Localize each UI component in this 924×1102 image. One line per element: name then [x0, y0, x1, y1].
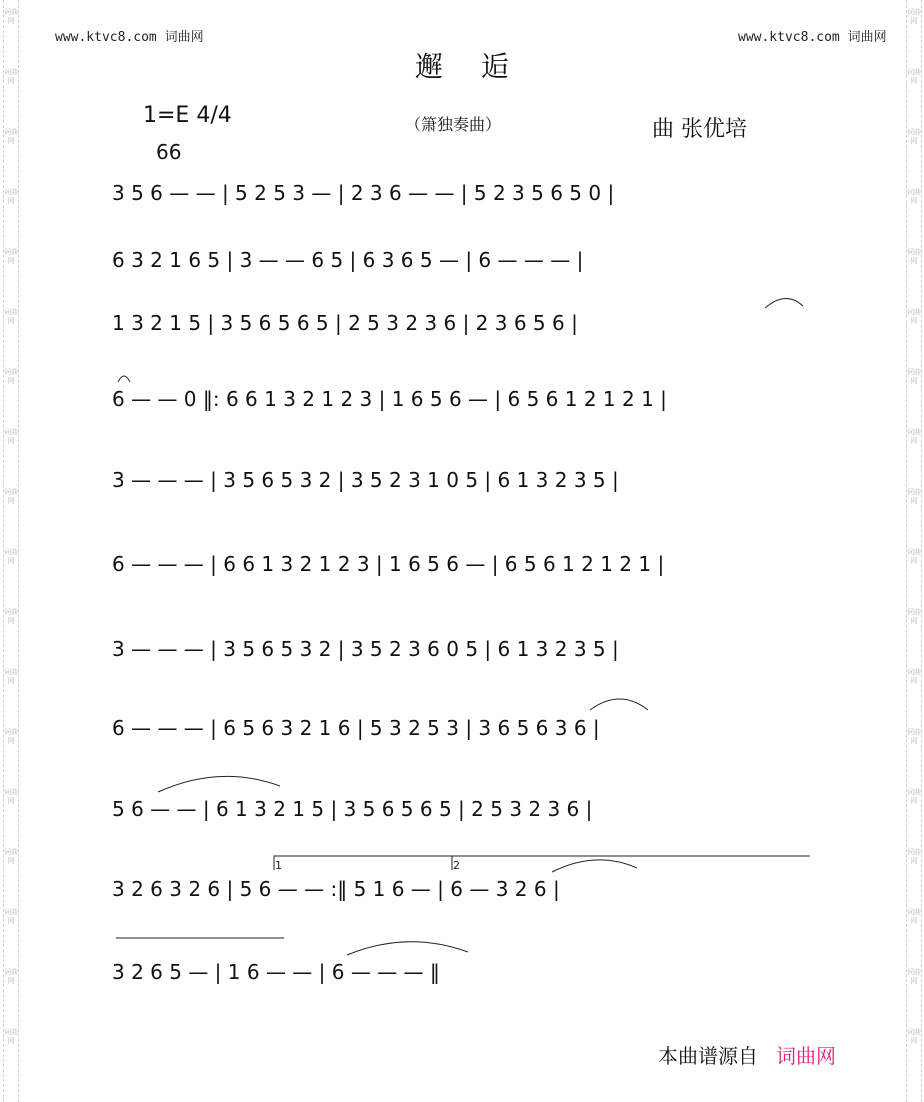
- watermark-text: 词曲网: [907, 368, 921, 385]
- watermark-text: 词曲网: [4, 548, 18, 565]
- source-label: 本曲谱源自: [658, 1044, 758, 1068]
- slur: [590, 699, 648, 710]
- watermark-text: 词曲网: [907, 8, 921, 25]
- watermark-text: 词曲网: [4, 908, 18, 925]
- site-name-right: 词曲网: [847, 30, 887, 45]
- volta-bracket-line: [274, 856, 810, 870]
- watermark-text: 词曲网: [4, 188, 18, 205]
- watermark-text: 词曲网: [907, 728, 921, 745]
- watermark-text: 词曲网: [4, 428, 18, 445]
- site-url-right-text: www.ktvc8.com: [738, 30, 840, 45]
- watermark-text: 词曲网: [907, 668, 921, 685]
- score-row: 3 — — — | 3 5 6 5 3 2 | 3 5 2 3 1 0 5 | 6 1 3 2 3 5 |: [112, 468, 619, 492]
- site-url-left-text: www.ktvc8.com: [55, 30, 157, 45]
- tempo-marking: 66: [156, 140, 182, 164]
- song-title: 邂逅: [414, 50, 547, 83]
- slur: [765, 298, 803, 308]
- source-brand-link[interactable]: 词曲网: [776, 1044, 836, 1068]
- song-subtitle: （箫独奏曲）: [405, 115, 502, 134]
- score-row: 5 6 — — | 6 1 3 2 1 5 | 3 5 6 5 6 5 | 2 5 3 2 3 6 |: [112, 797, 593, 821]
- score-row: 6 — — — | 6 6 1 3 2 1 2 3 | 1 6 5 6 — | 6 5 6 1 2 1 2 1 |: [112, 552, 665, 576]
- score-row: 6 3 2 1 6 5 | 3 — — 6 5 | 6 3 6 5 — | 6 — — — |: [112, 248, 584, 272]
- watermark-text: 词曲网: [907, 68, 921, 85]
- watermark-text: 词曲网: [4, 368, 18, 385]
- volta-1-label: 1: [275, 859, 282, 872]
- watermark-text: 词曲网: [4, 728, 18, 745]
- watermark-text: 词曲网: [4, 8, 18, 25]
- watermark-text: 词曲网: [4, 968, 18, 985]
- watermark-text: 词曲网: [907, 908, 921, 925]
- slur: [347, 942, 468, 955]
- watermark-text: 词曲网: [907, 1028, 921, 1045]
- watermark-text: 词曲网: [907, 548, 921, 565]
- watermark-text: 词曲网: [4, 668, 18, 685]
- watermark-text: 词曲网: [4, 848, 18, 865]
- watermark-text: 词曲网: [4, 248, 18, 265]
- slur: [158, 776, 280, 792]
- score-row: 3 2 6 5 — | 1 6 — — | 6 — — — ‖: [112, 960, 440, 984]
- score-row: 3 2 6 3 2 6 | 5 6 — — :‖ 5 1 6 — | 6 — 3 2 6 |: [112, 877, 560, 901]
- watermark-text: 词曲网: [907, 488, 921, 505]
- composer: 曲 张优培: [652, 117, 747, 142]
- source-credit: [658, 1040, 836, 1069]
- score-row: 3 — — — | 3 5 6 5 3 2 | 3 5 2 3 6 0 5 | 6 1 3 2 3 5 |: [112, 637, 619, 661]
- slur: [552, 860, 637, 872]
- watermark-text: 词曲网: [907, 608, 921, 625]
- watermark-text: 词曲网: [907, 428, 921, 445]
- watermark-text: 词曲网: [907, 188, 921, 205]
- watermark-text: 词曲网: [907, 128, 921, 145]
- watermark-text: 词曲网: [4, 308, 18, 325]
- score-row: 6 — — — | 6 5 6 3 2 1 6 | 5 3 2 5 3 | 3 6 5 6 3 6 |: [112, 716, 600, 740]
- watermark-text: 词曲网: [4, 608, 18, 625]
- watermark-text: 词曲网: [4, 488, 18, 505]
- watermark-text: 词曲网: [907, 248, 921, 265]
- watermark-text: 词曲网: [907, 848, 921, 865]
- score-row: 3 5 6 — — | 5 2 5 3 — | 2 3 6 — — | 5 2 3 5 6 5 0 |: [112, 181, 615, 205]
- site-name-left: 词曲网: [164, 30, 204, 45]
- score-row: 1 3 2 1 5 | 3 5 6 5 6 5 | 2 5 3 2 3 6 | 2 3 6 5 6 |: [112, 311, 578, 335]
- score-row: 6 — — 0 ‖: 6 6 1 3 2 1 2 3 | 1 6 5 6 — | 6 5 6 1 2 1 2 1 |: [112, 387, 667, 411]
- watermark-text: 词曲网: [4, 1028, 18, 1045]
- watermark-text: 词曲网: [907, 788, 921, 805]
- watermark-text: 词曲网: [4, 68, 18, 85]
- volta-2-label: 2: [453, 859, 460, 872]
- watermark-text: 词曲网: [907, 308, 921, 325]
- watermark-text: 词曲网: [4, 788, 18, 805]
- key-signature: 1=E 4/4: [143, 103, 232, 128]
- slur: [118, 376, 130, 382]
- watermark-text: 词曲网: [907, 968, 921, 985]
- watermark-text: 词曲网: [4, 128, 18, 145]
